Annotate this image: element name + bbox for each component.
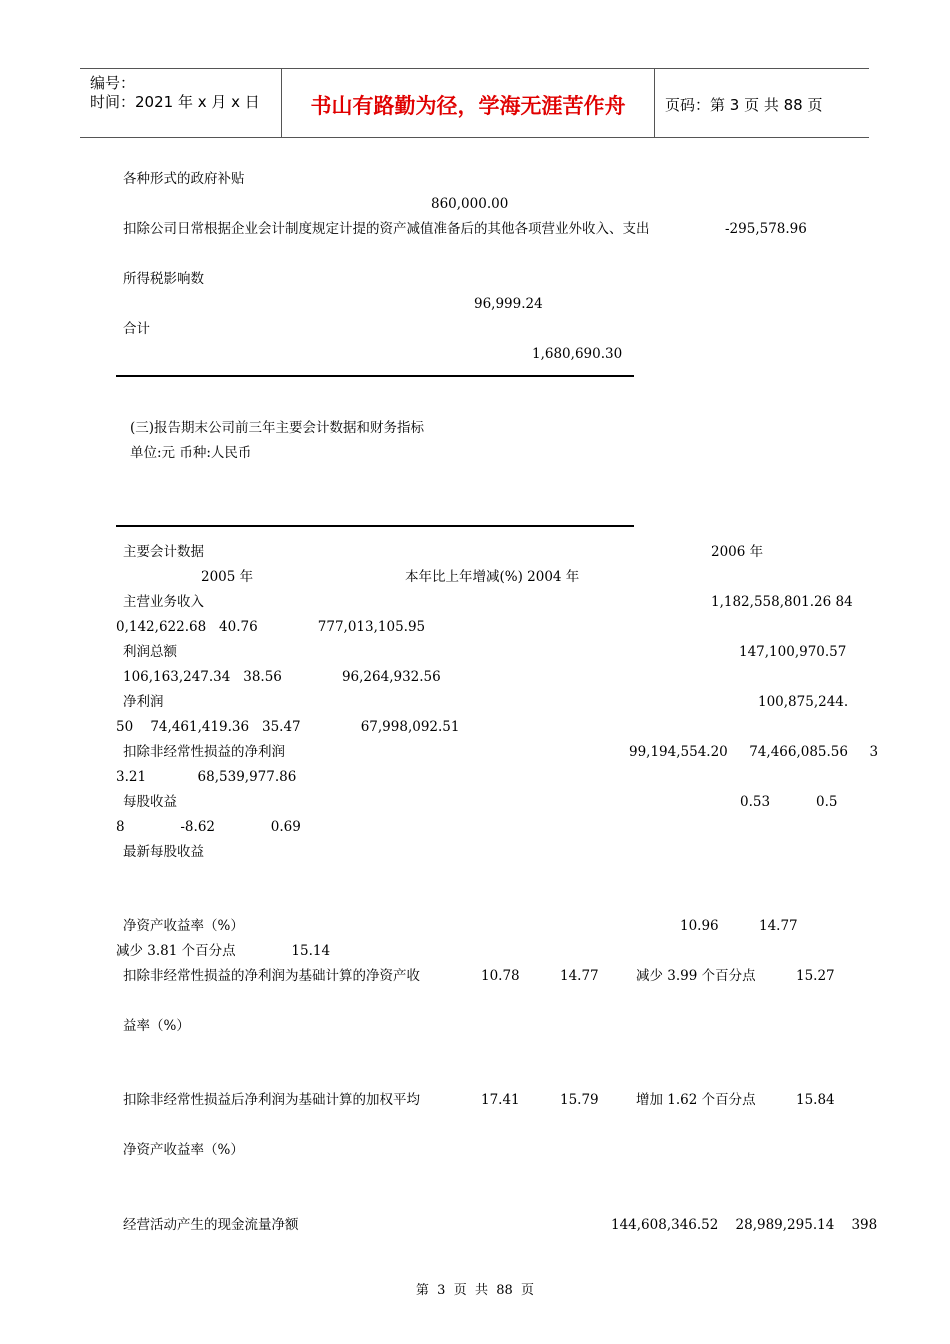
roe-value-2005: 14.77 xyxy=(759,918,798,934)
subsidy-value: 860,000.00 xyxy=(431,196,509,212)
eps-label: 每股收益 xyxy=(123,794,177,810)
revenue-values-cont: 0,142,622.68 40.76 777,013,105.95 xyxy=(116,619,426,635)
other-income-label: 扣除公司日常根据企业会计制度规定计提的资产减值准备后的其他各项营业外收入、支出 xyxy=(123,221,650,237)
total-value: 1,680,690.30 xyxy=(532,346,623,362)
subsidy-label: 各种形式的政府补贴 xyxy=(123,171,245,187)
income-tax-label: 所得税影响数 xyxy=(123,271,204,287)
latest-eps-label: 最新每股收益 xyxy=(123,844,204,860)
profit-values-cont: 106,163,247.34 38.56 96,264,932.56 xyxy=(123,669,441,685)
roe-deducted-2006: 10.78 xyxy=(481,968,520,984)
weighted-roe-label-cont: 净资产收益率（%） xyxy=(123,1142,244,1158)
deducted-profit-values-cont: 3.21 68,539,977.86 xyxy=(116,769,297,785)
cash-flow-values: 144,608,346.52 28,989,295.14 398 xyxy=(611,1217,878,1233)
roe-deducted-2005: 14.77 xyxy=(560,968,599,984)
change-and-2004: 本年比上年增减(%) 2004 年 xyxy=(405,569,580,585)
revenue-values: 1,182,558,801.26 84 xyxy=(711,594,853,610)
section-divider xyxy=(116,375,634,377)
other-income-value: -295,578.96 xyxy=(725,221,807,237)
header-time-label: 时间：2021 年 x 月 x 日 xyxy=(90,93,260,111)
roe-deducted-2004: 15.27 xyxy=(796,968,835,984)
cash-flow-label: 经营活动产生的现金流量净额 xyxy=(123,1217,299,1233)
roe-value-2006: 10.96 xyxy=(680,918,719,934)
weighted-roe-2005: 15.79 xyxy=(560,1092,599,1108)
profit-values: 147,100,970.57 xyxy=(739,644,847,660)
net-profit-label: 净利润 xyxy=(123,694,164,710)
section3-title: (三)报告期末公司前三年主要会计数据和财务指标 xyxy=(130,420,425,436)
total-label: 合计 xyxy=(123,321,150,337)
table-head-label: 主要会计数据 xyxy=(123,544,204,560)
weighted-roe-2006: 17.41 xyxy=(481,1092,520,1108)
eps-value-2005: 0.5 xyxy=(816,794,838,810)
table-top-rule xyxy=(116,525,634,527)
weighted-roe-change: 增加 1.62 个百分点 xyxy=(636,1092,756,1108)
eps-values-cont: 8 -8.62 0.69 xyxy=(116,819,301,835)
net-profit-values-cont: 50 74,461,419.36 35.47 67,998,092.51 xyxy=(116,719,460,735)
weighted-roe-label: 扣除非经常性损益后净利润为基础计算的加权平均 xyxy=(123,1092,420,1108)
page-header xyxy=(80,68,869,138)
page-footer: 第 3 页 共 88 页 xyxy=(415,1283,535,1298)
income-tax-value: 96,999.24 xyxy=(474,296,543,312)
profit-label: 利润总额 xyxy=(123,644,177,660)
deducted-profit-values: 99,194,554.20 74,466,085.56 3 xyxy=(629,744,879,760)
eps-value-2006: 0.53 xyxy=(740,794,771,810)
roe-deducted-label-cont: 益率（%） xyxy=(123,1018,190,1034)
net-profit-values: 100,875,244. xyxy=(758,694,849,710)
roe-values-cont: 减少 3.81 个百分点 15.14 xyxy=(116,943,331,959)
deducted-profit-label: 扣除非经常性损益的净利润 xyxy=(123,744,285,760)
weighted-roe-2004: 15.84 xyxy=(796,1092,835,1108)
year-2005: 2005 年 xyxy=(201,569,254,585)
year-2006: 2006 年 xyxy=(711,544,764,560)
section3-unit: 单位:元 币种:人民币 xyxy=(130,445,252,461)
header-motto: 书山有路勤为径，学海无涯苦作舟 xyxy=(310,94,626,118)
roe-label: 净资产收益率（%） xyxy=(123,918,244,934)
revenue-label: 主营业务收入 xyxy=(123,594,204,610)
header-code-label: 编号： xyxy=(90,74,136,92)
roe-deducted-label: 扣除非经常性损益的净利润为基础计算的净资产收 xyxy=(123,968,420,984)
header-page-label: 页码：第 3 页 共 88 页 xyxy=(665,96,823,114)
roe-deducted-change: 减少 3.99 个百分点 xyxy=(636,968,756,984)
